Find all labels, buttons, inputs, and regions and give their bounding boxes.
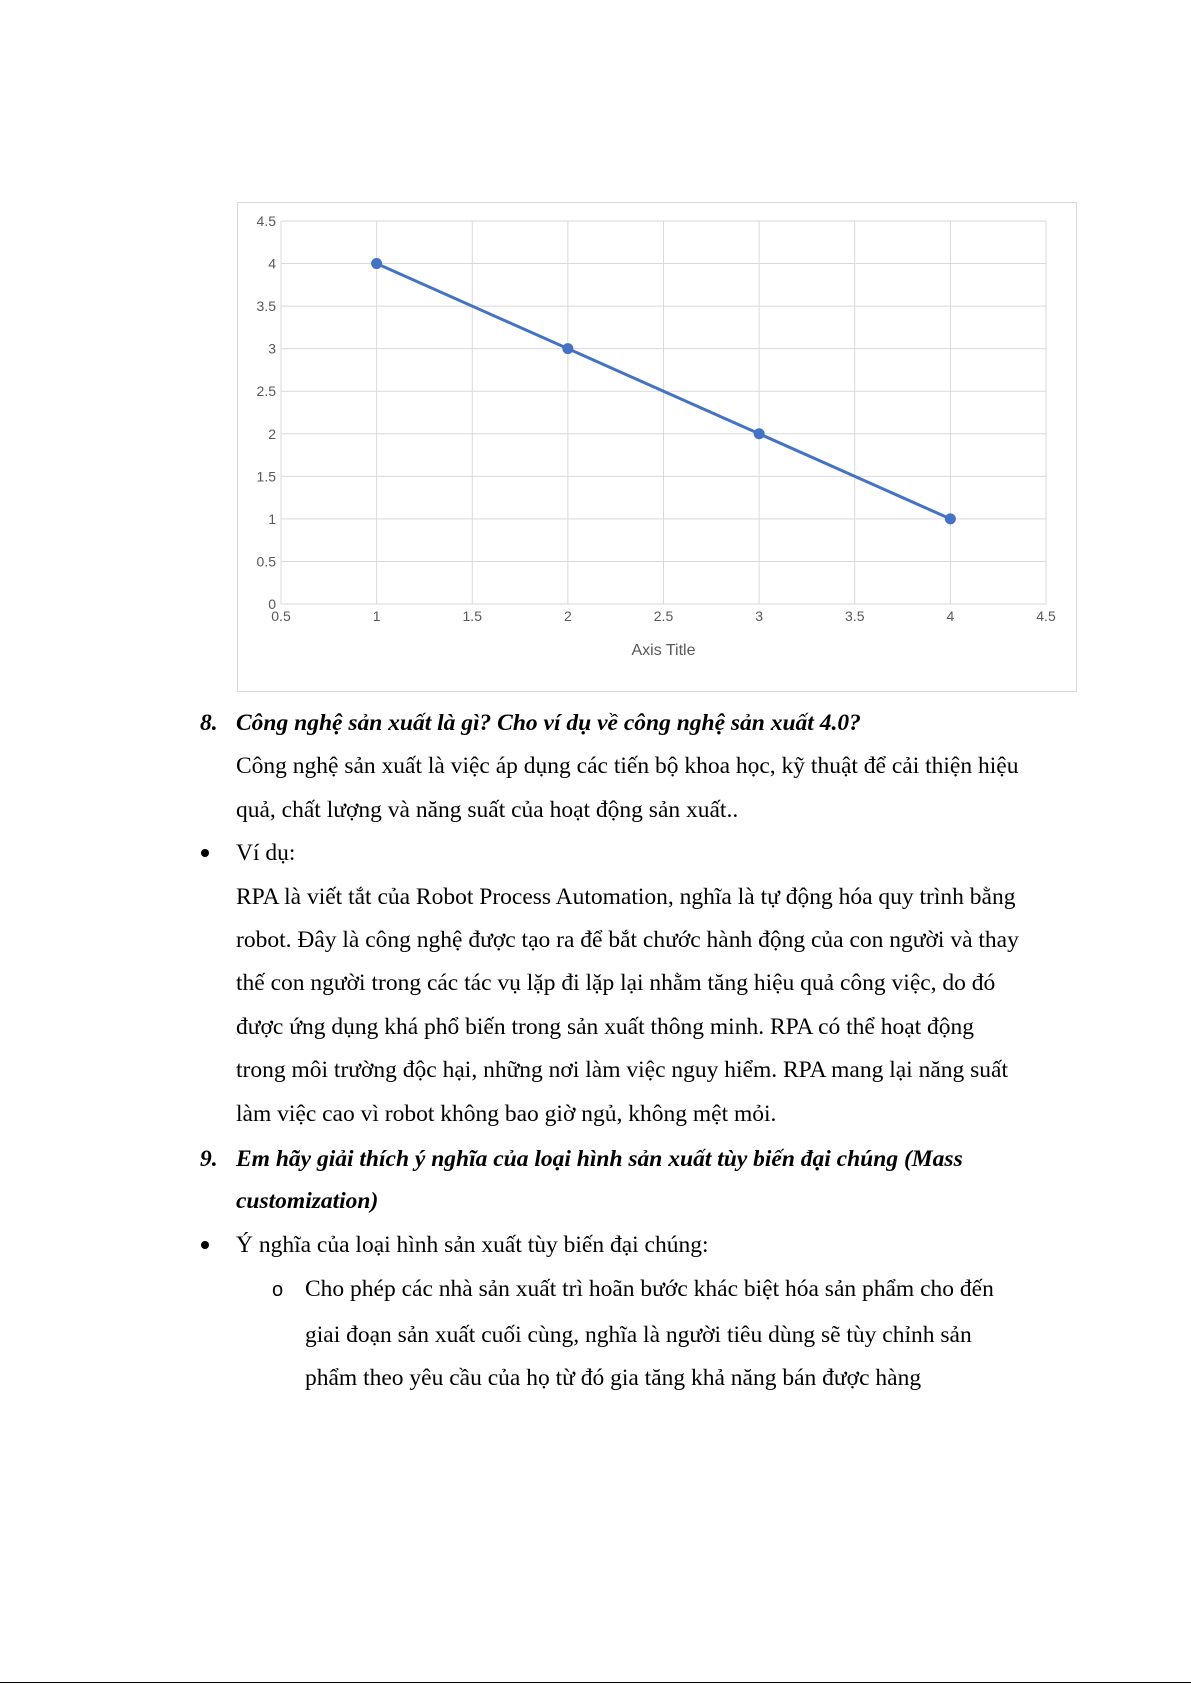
q9-sub-line: phẩm theo yêu cầu của họ từ đó gia tăng khả năng bán được hàng (305, 1365, 922, 1391)
q9-bullet-label: Ý nghĩa của loại hình sản xuất tùy biến đại chúng: (236, 1232, 709, 1258)
q9-heading-line: Em hãy giải thích ý nghĩa của loại hình sản xuất tùy biến đại chúng (Mass (236, 1146, 963, 1172)
x-tick-label: 3.5 (845, 608, 865, 624)
y-tick-label: 0 (268, 596, 276, 612)
q8-example-line: làm việc cao vì robot không bao giờ ngủ, không mệt mỏi. (236, 1101, 777, 1127)
bullet-icon (201, 849, 209, 857)
y-tick-label: 4.5 (256, 213, 276, 229)
y-tick-label: 0.5 (256, 553, 276, 570)
x-tick-label: 2.5 (653, 608, 674, 624)
x-axis-title: Axis Title (631, 642, 696, 659)
y-tick-label: 1.5 (256, 468, 276, 485)
q8-heading: Công nghệ sản xuất là gì? Cho ví dụ về công nghệ sản xuất 4.0? (236, 710, 861, 736)
q8-number: 8. (200, 710, 218, 736)
x-tick-label: 4 (946, 608, 955, 624)
y-tick-label: 3.5 (256, 298, 276, 315)
q8-example-line: thế con người trong các tác vụ lặp đi lặp lại nhằm tăng hiệu quả công việc, do đó (236, 970, 996, 996)
x-tick-label: 3 (755, 608, 764, 624)
x-tick-label: 4.5 (1036, 608, 1056, 624)
q9-sub-line: giai đoạn sản xuất cuối cùng, nghĩa là người tiêu dùng sẽ tùy chỉnh sản (305, 1322, 972, 1348)
y-tick-label: 2.5 (256, 383, 276, 400)
q8-example-line: RPA là viết tắt của Robot Process Automation, nghĩa là tự động hóa quy trình bằng (236, 884, 1016, 910)
q8-example-label: Ví dụ: (236, 840, 296, 866)
y-tick-label: 3 (268, 340, 276, 357)
y-tick-label: 1 (268, 510, 276, 527)
bullet-icon (201, 1241, 209, 1249)
x-tick-label: 1.5 (462, 608, 482, 624)
q9-number: 9. (200, 1146, 218, 1172)
x-tick-label: 1 (372, 608, 381, 624)
x-tick-label: 2 (563, 608, 572, 624)
q8-example-line: được ứng dụng khá phổ biến trong sản xuất thông minh. RPA có thể hoạt động (236, 1014, 975, 1040)
q9-sub-line: Cho phép các nhà sản xuất trì hoãn bước khác biệt hóa sản phẩm cho đến (305, 1276, 994, 1302)
x-tick-label: 0.5 (271, 608, 291, 624)
q9-heading-line: customization) (236, 1188, 379, 1214)
q8-example-line: trong môi trường độc hại, những nơi làm việc nguy hiểm. RPA mang lại năng suất (236, 1057, 1009, 1083)
y-tick-label: 4 (268, 255, 276, 272)
y-tick-label: 2 (268, 425, 276, 442)
sub-bullet-marker: o (272, 1279, 284, 1301)
footer-rule (0, 1682, 1191, 1683)
q8-answer-line: quả, chất lượng và năng suất của hoạt động sản xuất.. (236, 797, 739, 823)
q8-answer-line: Công nghệ sản xuất là việc áp dụng các tiến bộ khoa học, kỹ thuật để cải thiện hiệu (236, 753, 1019, 779)
q8-example-line: robot. Đây là công nghệ được tạo ra để bắt chước hành động của con người và thay (236, 927, 1019, 953)
